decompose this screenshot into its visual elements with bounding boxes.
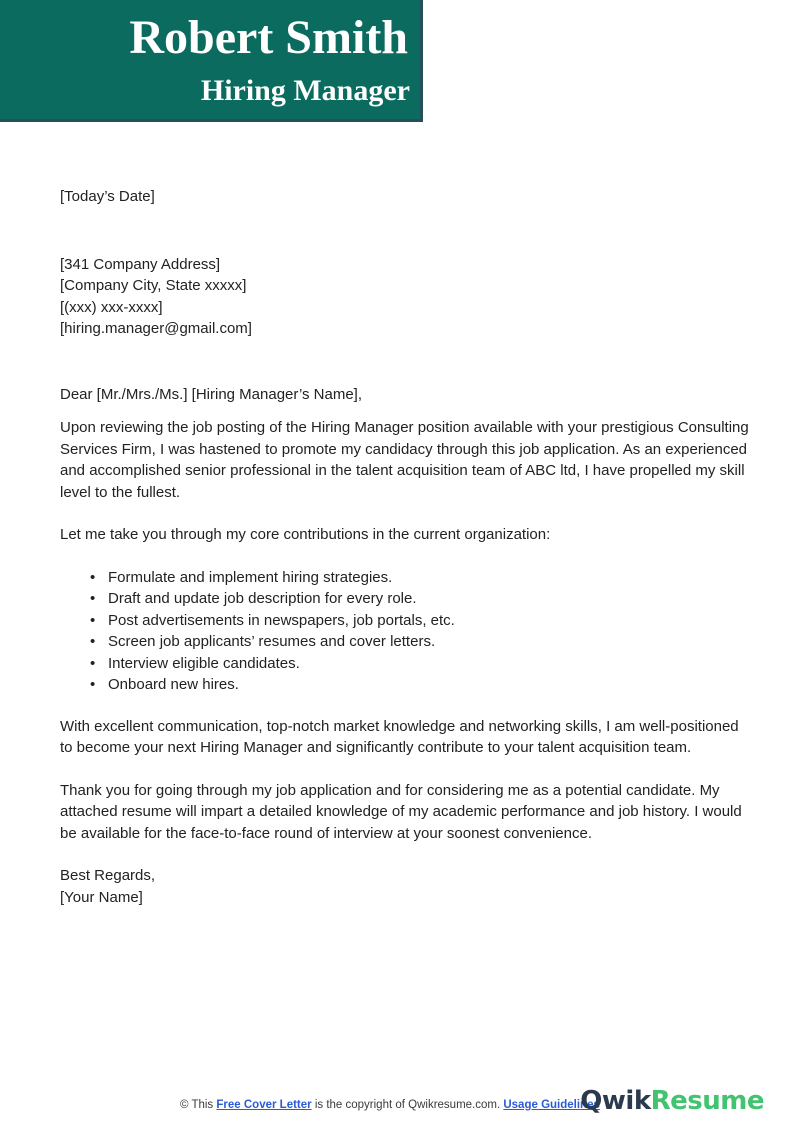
address-block <box>60 254 750 340</box>
list-item: • Interview eligible candidates. <box>90 653 750 675</box>
contributions-list <box>60 567 750 696</box>
logo-text-resume: Resume <box>650 1086 764 1116</box>
date-placeholder: [Today’s Date] <box>60 188 155 205</box>
list-item: • Screen job applicants’ resumes and cover letters. <box>90 631 750 653</box>
letter-body <box>60 186 750 908</box>
person-name: Robert Smith <box>129 11 408 64</box>
logo-text-qwik: Qwik <box>580 1086 651 1116</box>
person-job-title: Hiring Manager <box>200 74 410 107</box>
list-item: • Formulate and implement hiring strategies. <box>90 567 750 589</box>
signature-placeholder: [Your Name] <box>60 888 143 906</box>
address-line: [Company City, State xxxxx] <box>60 277 247 294</box>
closing-salutation: Best Regards, <box>60 867 156 884</box>
address-line: [341 Company Address] <box>60 255 221 273</box>
usage-guidelines-link[interactable]: Usage Guidelines <box>503 1099 600 1111</box>
list-item: • Onboard new hires. <box>90 674 750 696</box>
address-line: [hiring.manager@gmail.com] <box>60 320 252 337</box>
greeting: Dear [Mr./Mrs./Ms.] [Hiring Manager’s Name], <box>60 385 363 403</box>
free-cover-letter-link[interactable]: Free Cover Letter <box>216 1099 312 1111</box>
address-line: [(xxx) xxx-xxxx] <box>60 298 163 316</box>
copyright-line <box>180 1098 600 1113</box>
list-item: • Post advertisements in newspapers, job portals, etc. <box>90 610 750 632</box>
header-band <box>0 0 423 122</box>
copyright-middle: is the copyright of Qwikresume.com. <box>311 1099 504 1111</box>
copyright-prefix: © This <box>180 1099 217 1111</box>
paragraph-intro: Upon reviewing the job posting of the Hiring Manager position available with your prestigious Consulting Services Firm, I was hastened to promote my candidacy through this job application. As an experienced and accomplished senior professional in the talent acquisition team of ABC ltd, I have propelled my skill level to the fullest. <box>60 419 749 501</box>
closing-block <box>60 865 750 908</box>
qwikresume-logo[interactable] <box>580 1086 764 1116</box>
paragraph-thanks: Thank you for going through my job application and for considering me as a potential candidate. My attached resume will impart a detailed knowledge of my academic performance and job history. I would be available for the face-to-face round of interview at your soonest convenience. <box>60 781 742 842</box>
list-intro: Let me take you through my core contributions in the current organization: <box>60 526 551 543</box>
paragraph-skills: With excellent communication, top-notch market knowledge and networking skills, I am well-positioned to become your next Hiring Manager and significantly contribute to your talent acquisition team. <box>60 717 739 756</box>
list-item: • Draft and update job description for every role. <box>90 588 750 610</box>
